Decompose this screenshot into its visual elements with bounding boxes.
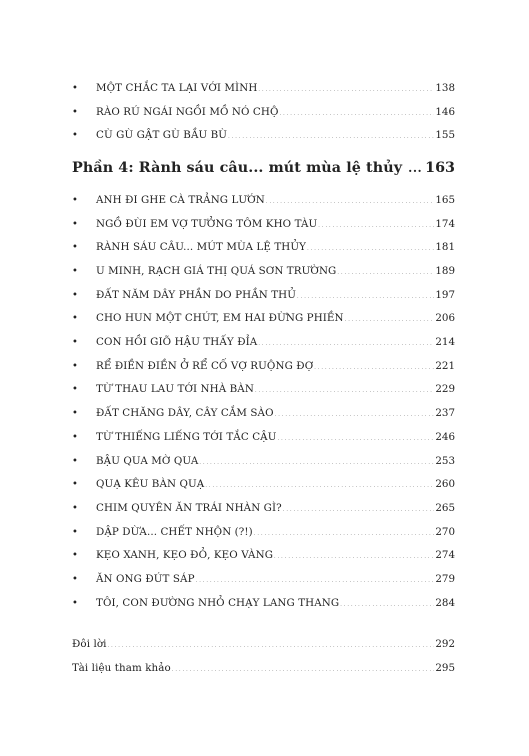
entry-page: 197	[435, 289, 455, 301]
toc-entry	[72, 476, 455, 492]
bullet-icon: •	[72, 83, 78, 94]
dot-leader	[408, 160, 421, 176]
dot-leader	[274, 547, 434, 565]
bullet-icon: •	[72, 527, 78, 538]
entry-title: RỂ ĐIỀN ĐIỀN Ở RỂ CỐ VỢ RUỘNG ĐỢ	[96, 360, 314, 372]
toc-entry	[72, 405, 455, 421]
toc-entry	[72, 80, 455, 96]
entry-page: 295	[435, 662, 455, 674]
entry-title: DẬP DỪA... CHẾT NHỘN (?!)	[96, 526, 253, 538]
bullet-icon: •	[72, 130, 78, 141]
dot-leader	[307, 239, 434, 257]
dot-leader	[205, 476, 434, 494]
entry-title: CHIM QUYÊN ĂN TRÁI NHÀN GÌ?	[96, 502, 282, 514]
entry-page: 221	[435, 360, 455, 372]
toc-entry	[72, 334, 455, 350]
entry-page: 174	[435, 218, 455, 230]
toc-entry	[72, 358, 455, 374]
dot-leader	[258, 334, 434, 352]
entry-page: 265	[435, 502, 455, 514]
bullet-icon: •	[72, 195, 78, 206]
bullet-icon: •	[72, 574, 78, 585]
entry-title: CHO HUN MỘT CHÚT, EM HAI ĐỪNG PHIỀN	[96, 312, 344, 324]
bullet-icon: •	[72, 384, 78, 395]
toc-entry-foreword	[72, 636, 455, 652]
dot-leader	[172, 660, 435, 678]
dot-leader	[275, 405, 435, 423]
entry-page: 214	[435, 336, 455, 348]
entry-title: TÔI, CON ĐƯỜNG NHỎ CHẠY LANG THANG	[96, 597, 340, 609]
dot-leader	[345, 310, 435, 328]
entry-title: QUẠ KÊU BÀN QUẠ	[96, 478, 205, 490]
dot-leader	[266, 192, 434, 210]
dot-leader	[108, 636, 435, 654]
bullet-icon: •	[72, 479, 78, 490]
entry-page: 146	[435, 106, 455, 118]
bullet-icon: •	[72, 290, 78, 301]
toc-entry	[72, 571, 455, 587]
dot-leader	[199, 453, 434, 471]
entry-page: 274	[435, 549, 455, 561]
entry-page: 165	[435, 194, 455, 206]
entry-page: 155	[435, 129, 455, 141]
toc-entry	[72, 263, 455, 279]
entry-title: ANH ĐI GHE CÀ TRẢNG LƯỚN	[96, 194, 265, 206]
dot-leader	[314, 358, 434, 376]
toc-entry	[72, 547, 455, 563]
entry-page: 260	[435, 478, 455, 490]
toc-entry	[72, 216, 455, 232]
dot-leader	[280, 104, 435, 122]
entry-title: NGỒ ĐÙI EM VỢ TƯỞNG TÔM KHO TÀU	[96, 218, 318, 230]
entry-title: TỪ THAU LAU TỚI NHÀ BÀN	[96, 383, 254, 395]
bullet-icon: •	[72, 361, 78, 372]
entry-title: TỪ THIẾNG LIẾNG TỚI TẮC CẬU	[96, 431, 277, 443]
entry-title: RÀO RÚ NGÁI NGỒI MỒ NÓ CHỘ	[96, 106, 279, 118]
dot-leader	[254, 524, 435, 542]
toc-entry	[72, 500, 455, 516]
toc-entry	[72, 104, 455, 120]
dot-leader	[318, 216, 434, 234]
dot-leader	[278, 429, 435, 447]
toc-entry	[72, 595, 455, 611]
entry-page: 279	[435, 573, 455, 585]
bullet-icon: •	[72, 219, 78, 230]
entry-page: 229	[435, 383, 455, 395]
toc-entry	[72, 429, 455, 445]
bullet-icon: •	[72, 107, 78, 118]
entry-page: 253	[435, 455, 455, 467]
bullet-icon: •	[72, 313, 78, 324]
bullet-icon: •	[72, 242, 78, 253]
toc-entry	[72, 381, 455, 397]
toc-entry	[72, 192, 455, 208]
toc-entry-references	[72, 660, 455, 676]
bullet-icon: •	[72, 408, 78, 419]
entry-title: MỘT CHẮC TA LẠI VỚI MÌNH	[96, 82, 258, 94]
entry-title: CÙ GÙ GẬT GÙ BẦU BÙ	[96, 129, 228, 141]
dot-leader	[258, 80, 434, 98]
dot-leader	[297, 287, 434, 305]
dot-leader	[255, 381, 434, 399]
toc-entry	[72, 453, 455, 469]
bullet-icon: •	[72, 456, 78, 467]
dot-leader	[337, 263, 434, 281]
entry-title: ĐẤT NĂM DÂY PHẦN DO PHẦN THỦ	[96, 289, 297, 301]
dot-leader	[283, 500, 435, 518]
entry-page: 181	[435, 241, 455, 253]
entry-title: RÀNH SÁU CÂU... MÚT MÙA LỆ THỦY	[96, 241, 307, 253]
dot-leader	[340, 595, 434, 613]
toc-entry	[72, 310, 455, 326]
toc-entry	[72, 524, 455, 540]
entry-title: ĐẤT CHĂNG DÂY, CÂY CẮM SÀO	[96, 407, 274, 419]
entry-page: 138	[435, 82, 455, 94]
dot-leader	[196, 571, 435, 589]
entry-title: Đôi lời	[72, 638, 107, 650]
bullet-icon: •	[72, 432, 78, 443]
entry-page: 189	[435, 265, 455, 277]
entry-page: 237	[435, 407, 455, 419]
part-page: 163	[425, 160, 455, 176]
entry-title: U MINH, RẠCH GIÁ THỊ QUÁ SƠN TRƯỜNG	[96, 265, 337, 277]
part-heading	[72, 160, 455, 182]
bullet-icon: •	[72, 550, 78, 561]
bullet-icon: •	[72, 503, 78, 514]
toc-entry	[72, 127, 455, 143]
entry-title: CON HỒI GIÕ HẬU THẤY ĐỈA	[96, 336, 258, 348]
bullet-icon: •	[72, 337, 78, 348]
toc-entry	[72, 287, 455, 303]
entry-page: 270	[435, 526, 455, 538]
entry-page: 284	[435, 597, 455, 609]
bullet-icon: •	[72, 266, 78, 277]
entry-title: BẬU QUA MỜ QUA	[96, 455, 199, 467]
part-title: Phần 4: Rành sáu câu... mút mùa lệ thủy	[72, 160, 403, 176]
entry-page: 292	[435, 638, 455, 650]
entry-page: 246	[435, 431, 455, 443]
entry-page: 206	[435, 312, 455, 324]
entry-title: ĂN ONG ĐÚT SÁP	[96, 573, 195, 585]
dot-leader	[228, 127, 434, 145]
entry-title: Tài liệu tham khảo	[72, 662, 171, 674]
entry-title: KẸO XANH, KẸO ĐỎ, KẸO VÀNG	[96, 549, 274, 561]
toc-entry	[72, 239, 455, 255]
bullet-icon: •	[72, 598, 78, 609]
